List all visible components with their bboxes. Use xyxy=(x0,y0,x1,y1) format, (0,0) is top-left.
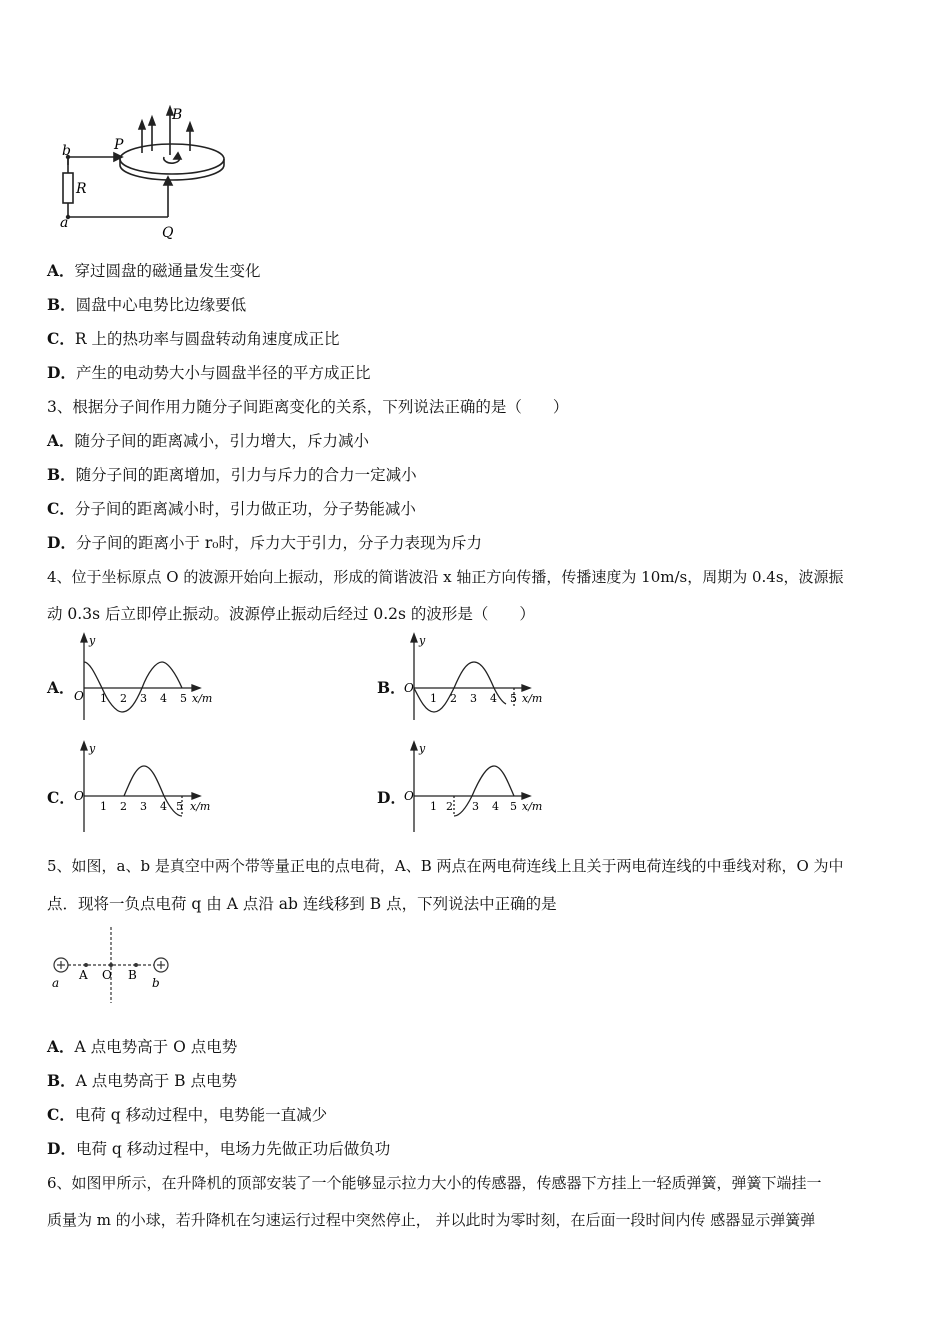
graph-d-label[interactable]: D． xyxy=(377,788,406,807)
fig-label-A: A xyxy=(79,968,88,982)
q6-stem-line2: 质量为 m 的小球，若升降机在匀速运行过程中突然停止， 并以此时为零时刻，在后面一段时间内传 感器显示弹簧弹 xyxy=(47,1211,816,1229)
q3-option-d[interactable]: D．分子间的距离小于 r₀时，斥力大于引力，分子力表现为斥力 xyxy=(47,533,483,552)
wave-graph-d xyxy=(402,740,562,835)
fig-label-b: b xyxy=(152,976,160,990)
axis-y: y xyxy=(419,742,426,755)
charges-figure xyxy=(48,925,188,1005)
fig-label-B: B xyxy=(128,968,137,982)
tick-3: 3 xyxy=(470,692,477,705)
q5-option-c[interactable]: C．电荷 q 移动过程中，电势能一直减少 xyxy=(47,1105,328,1124)
tick-4: 4 xyxy=(490,692,497,705)
axis-origin: O xyxy=(404,789,414,803)
tick-5: 5 xyxy=(176,800,183,813)
axis-y: y xyxy=(419,634,426,647)
tick-2: 2 xyxy=(446,800,453,813)
axis-x: x/m xyxy=(192,692,213,705)
q3-option-c[interactable]: C．分子间的距离减小时，引力做正功，分子势能减小 xyxy=(47,499,416,518)
tick-1: 1 xyxy=(430,692,437,705)
axis-x: x/m xyxy=(522,800,543,813)
axis-x: x/m xyxy=(190,800,211,813)
tick-5: 5 xyxy=(180,692,187,705)
q5-option-d[interactable]: D．电荷 q 移动过程中，电场力先做正功后做负功 xyxy=(47,1139,391,1158)
tick-3: 3 xyxy=(472,800,479,813)
q2-option-a[interactable]: A．穿过圆盘的磁通量发生变化 xyxy=(47,261,261,280)
q5-option-a[interactable]: A．A 点电势高于 O 点电势 xyxy=(47,1037,238,1056)
tick-1: 1 xyxy=(430,800,437,813)
label-R: R xyxy=(76,181,87,197)
label-B: B xyxy=(172,107,183,123)
label-Q: Q xyxy=(162,225,174,241)
tick-3: 3 xyxy=(140,800,147,813)
q3-option-a[interactable]: A．随分子间的距离减小，引力增大，斥力减小 xyxy=(47,431,370,450)
wave-graph-b xyxy=(402,632,562,722)
label-a: a xyxy=(60,215,69,231)
q4-stem-line1: 4、位于坐标原点 O 的波源开始向上振动，形成的简谐波沿 x 轴正方向传播，传播速度为 10m/s，周期为 0.4s，波源振 xyxy=(47,568,844,586)
tick-5: 5 xyxy=(510,692,517,705)
tick-4: 4 xyxy=(492,800,499,813)
q4-stem-line2: 动 0.3s 后立即停止振动。波源停止振动后经过 0.2s 的波形是（ ） xyxy=(47,605,535,623)
graph-c-label[interactable]: C． xyxy=(47,788,75,807)
q3-option-b[interactable]: B．随分子间的距离增加，引力与斥力的合力一定减小 xyxy=(47,465,417,484)
fig-label-O: O xyxy=(102,968,112,982)
tick-2: 2 xyxy=(450,692,457,705)
tick-2: 2 xyxy=(120,692,127,705)
wave-graph-c xyxy=(72,740,232,835)
tick-5: 5 xyxy=(510,800,517,813)
axis-origin: O xyxy=(404,681,414,695)
q2-option-b[interactable]: B．圆盘中心电势比边缘要低 xyxy=(47,295,247,314)
q2-option-d[interactable]: D．产生的电动势大小与圆盘半径的平方成正比 xyxy=(47,363,371,382)
q2-option-c[interactable]: C．R 上的热功率与圆盘转动角速度成正比 xyxy=(47,329,340,348)
tick-3: 3 xyxy=(140,692,147,705)
fig-label-a: a xyxy=(52,976,60,990)
axis-origin: O xyxy=(74,689,84,703)
graph-a-label[interactable]: A． xyxy=(47,678,75,697)
tick-4: 4 xyxy=(160,692,167,705)
q5-stem-line1: 5、如图，a、b 是真空中两个带等量正电的点电荷，A、B 两点在两电荷连线上且关于两电荷连线的中垂线对称，O 为中 xyxy=(47,857,844,875)
axis-y: y xyxy=(89,742,96,755)
tick-2: 2 xyxy=(120,800,127,813)
label-P: P xyxy=(114,137,124,153)
q6-stem-line1: 6、如图甲所示，在升降机的顶部安装了一个能够显示拉力大小的传感器，传感器下方挂上一轻质弹簧，弹簧下端挂一 xyxy=(47,1174,822,1192)
q5-stem-line2: 点．现将一负点电荷 q 由 A 点沿 ab 连线移到 B 点，下列说法中正确的是 xyxy=(47,895,557,913)
q5-option-b[interactable]: B．A 点电势高于 B 点电势 xyxy=(47,1071,237,1090)
tick-4: 4 xyxy=(160,800,167,813)
axis-origin: O xyxy=(74,789,84,803)
axis-x: x/m xyxy=(522,692,543,705)
wave-graph-a xyxy=(72,632,232,722)
tick-1: 1 xyxy=(100,692,107,705)
label-b: b xyxy=(62,143,71,159)
q3-stem: 3、根据分子间作用力随分子间距离变化的关系，下列说法正确的是（ ） xyxy=(47,398,569,416)
tick-1: 1 xyxy=(100,800,107,813)
axis-y: y xyxy=(89,634,96,647)
graph-b-label[interactable]: B． xyxy=(377,678,406,697)
